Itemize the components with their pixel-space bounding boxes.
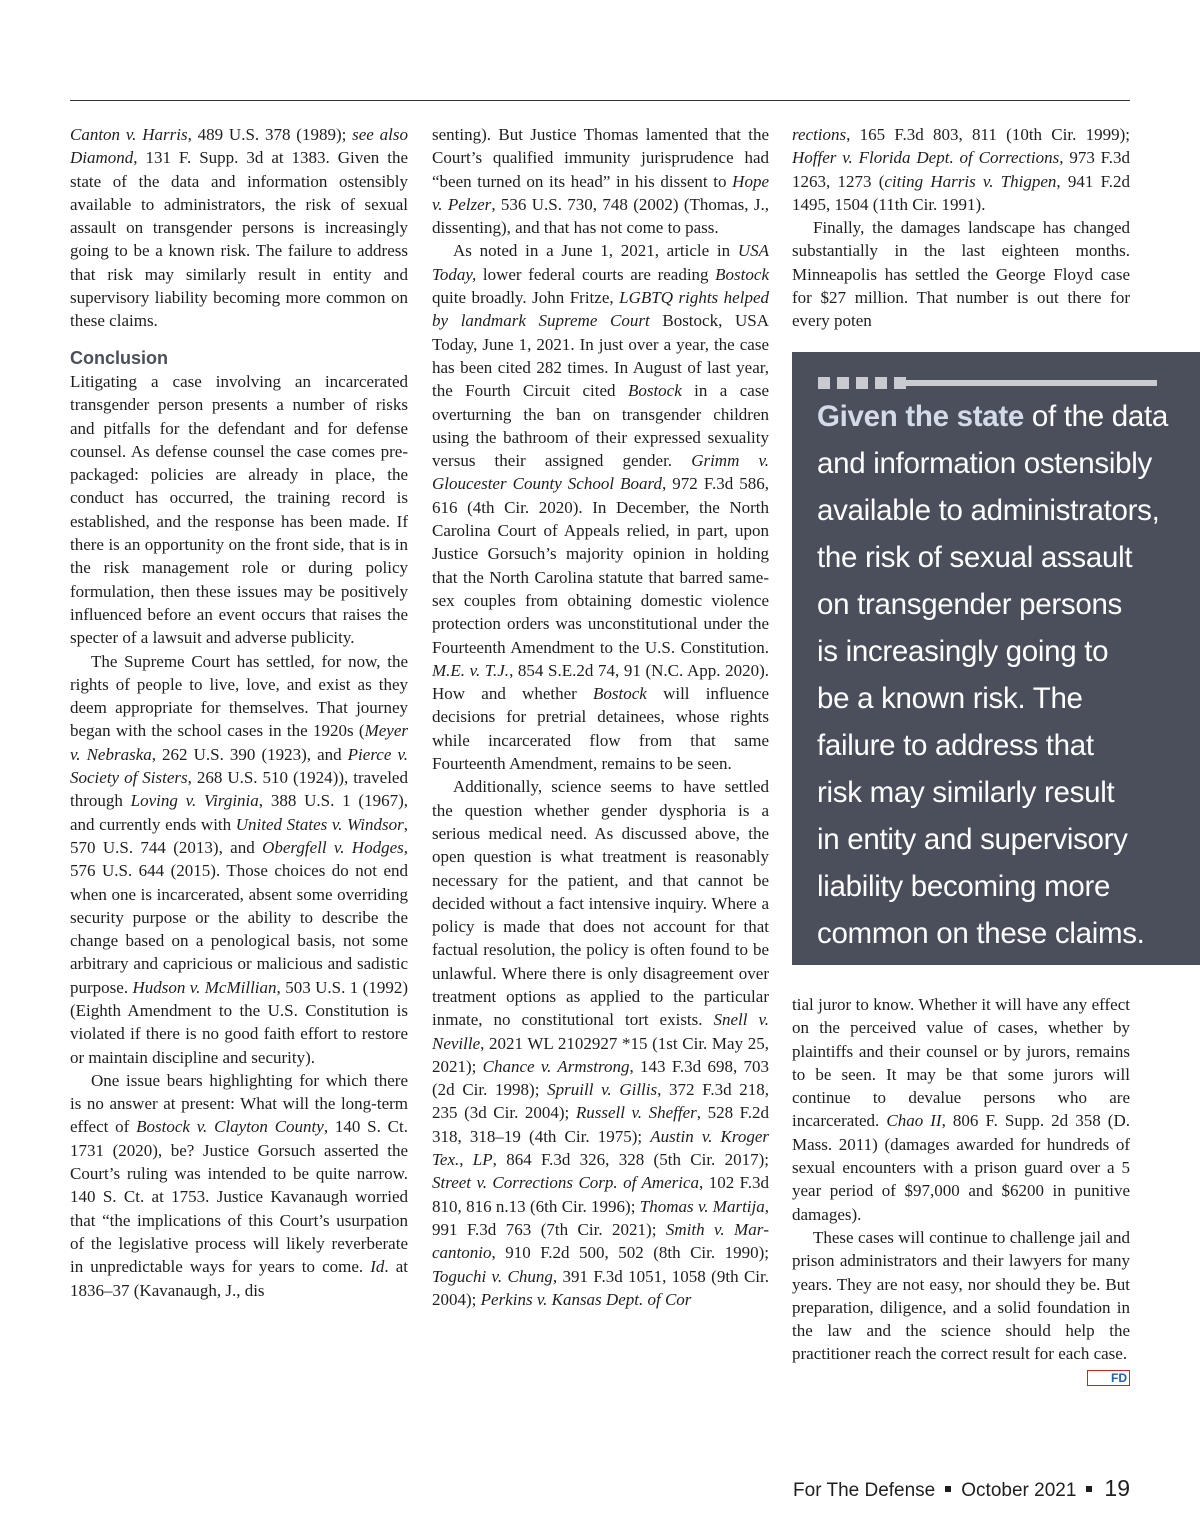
column-3-top [792,123,1130,333]
paragraph: tial juror to know. Whether it will have any effect on the perceived value of cases, whether by plaintiffs and their counsel or by jurors, remains to be seen. It may be that some jurors will continue to devalue persons who are incarcerated. Chao II, 806 F. Supp. 2d 358 (D. Mass. 2011) (damages awarded for hundreds of sexual encounters with a prison guard over a 5 year period of $97,000 and $6200 in punitive damages). [792,995,1130,1224]
page-number: 19 [1104,1475,1130,1501]
paragraph: The Supreme Court has settled, for now, the rights of people to live, love, and exist as they deem appropriate for themselves. That journey began with the school cases in the 1920s (Meyer v. Nebraska, 262 U.S. 390 (1923), and Pierce v. Society of Sisters, 268 U.S. 510 (1924)), traveled through Loving v. Virginia, 388 U.S. 1 (1967), and currently ends with United States v. Windsor, 570 U.S. 744 (2013), and Obergfell v. Hodges, 576 U.S. 644 (2015). Those choices do not end when one is incarcerated, absent some overriding security purpose or the ability to describe the change based on a penological basis, not some arbitrary and capricious or malicious and sadistic purpose. Hudson v. McMillian, 503 U.S. 1 (1992) (Eighth Amendment to the U.S. Constitution is violated if there is no good faith effort to restore or maintain discipline and security). [70,651,409,1067]
bullet-icon [945,1486,951,1492]
pull-quote-lead: Given the state [817,400,1024,433]
paragraph: As noted in a June 1, 2021, article in USA Today, lower federal courts are reading Bostock quite broadly. John Fritze, LGBTQ rights helped by landmark Supreme Court Bostock, USA Today, June 1, 2021. In just over a year, the case has been cited 282 times. In August of last year, the Fourth Circuit cited Bostock in a case overturning the ban on transgender children using the bathroom of their expressed sexuality versus their assigned gender. Grimm v. Gloucester County School Board, 972 F.3d 586, 616 (4th Cir. 2020). In December, the North Carolina Court of Appeals relied, in part, upon Justice Gorsuch’s majority opinion in holding that the North Carolina statute that barred same-sex couples from obtaining domestic violence protection orders was unconstitutional under the Fourteenth Amendment to the U.S. Constitution. M.E. v. T.J., 854 S.E.2d 74, 91 (N.C. App. 2020). How and whether Bostock will influence decisions for pretrial detainees, whose rights while incarcerated flow from that same Fourteenth Amendment, remains to be seen. [432,241,770,774]
issue-date: October 2021 [961,1480,1077,1501]
paragraph: Litigating a case involving an incarcerated transgender person presents a number of risks and pitfalls for the defendant and for defense counsel. As defense counsel the case comes pre-packaged: policies are already in place, the conduct has occurred, the training record is established, and the response has been made. If there is an opportunity on the front side, that is in the risk management role or during policy formulation, then these issues may be positively influenced before an event occurs that raises the specter of a lawsuit and adverse publicity. [70,371,408,648]
top-rule [70,100,1130,101]
pull-quote-ornament [818,377,1131,389]
paragraph: Canton v. Harris, 489 U.S. 378 (1989); see also Diamond, 131 F. Supp. 3d at 1383. Given the state of the data and information ostensibly available to administrators, the risk of sexual assault on transgender persons is increasingly going to be a known risk. The failure to address that risk may similarly result in entity and supervisory liability becoming more common on these claims. [70,125,408,331]
paragraph: rections, 165 F.3d 803, 811 (10th Cir. 1999); Hoffer v. Florida Dept. of Corrections, 973 F.3d 1263, 1273 (citing Harris v. Thigpen, 941 F.2d 1495, 1504 (11th Cir. 1991). [792,125,1131,214]
paragraph: Finally, the damages landscape has changed substantially in the last eighteen months. Minneapolis has settled the George Floyd case for $27 million. That number is out there for every poten [792,218,1130,331]
paragraph: One issue bears highlighting for which there is no answer at present: What will the long-term effect of Bostock v. Clayton County, 140 S. Ct. 1731 (2020), be? Justice Gorsuch asserted the Court’s ruling was intended to be quite narrow. 140 S. Ct. at 1753. Justice Kavanaugh worried that “the implications of this Court’s usurpation of the legislative process will likely reverberate in unpredictable ways for years to come. Id. at 1836–37 (Kavanaugh, J., dis [70,1070,408,1300]
column-3-bottom [792,993,1130,1386]
column-1 [70,123,408,1302]
pull-quote-text: Given the state of the data and information ostensibly available to administrators, the risk of sexual assault on transgender persons is increasingly going to be a known risk. The failure to address that risk may similarly result in entity and supervisory liability becoming more common on these claims. [817,400,1168,950]
column-2 [432,123,769,1311]
page-footer [793,1475,1130,1502]
section-heading: Conclusion [70,347,168,368]
pull-quote [792,352,1200,965]
publication-name: For The Defense [793,1480,936,1501]
paragraph: senting). But Justice Thomas lamented that the Court’s qualified immunity jurisprudence had “been turned on its head” in his dissent to Hope v. Pelzer, 536 U.S. 730, 748 (2002) (Thomas, J., dissenting), and that has not come to pass. [432,125,769,238]
bullet-icon [1086,1486,1092,1492]
end-mark-logo-icon: FD [1087,1370,1130,1386]
paragraph: Additionally, science seems to have settled the question whether gender dysphoria is a serious medical need. As discussed above, the open question is what treatment is reasonably necessary for the patient, and that cannot be decided without a fact intensive inquiry. Where a policy is made that does not account for that factual resolution, the policy is often found to be unlawful. Where there is only disagreement over treatment options as applied to the particular inmate, no constitutional tort exists. Snell v. Neville, 2021 WL 2102927 *15 (1st Cir. May 25, 2021); Chance v. Armstrong, 143 F.3d 698, 703 (2d Cir. 1998); Spruill v. Gillis, 372 F.3d 218, 235 (3d Cir. 2004); Russell v. Sheffer, 528 F.2d 318, 318–19 (4th Cir. 1975); Austin v. Kroger Tex., LP, 864 F.3d 326, 328 (5th Cir. 2017); Street v. Corrections Corp. of America, 102 F.3d 810, 816 n.13 (6th Cir. 1996); Thomas v. Martija, 991 F.3d 763 (7th Cir. 2021); Smith v. Marcantonio, 910 F.2d 500, 502 (8th Cir. 1990); Toguchi v. Chung, 391 F.3d 1051, 1058 (9th Cir. 2004); Perkins v. Kansas Dept. of Cor [432,777,770,1309]
paragraph: These cases will continue to challenge jail and prison administrators and their lawyers for many years. They are not easy, nor should they be. But preparation, diligence, and a solid foundation in the law and the science should help the practitioner reach the correct result for each case. FD [792,1227,1130,1385]
